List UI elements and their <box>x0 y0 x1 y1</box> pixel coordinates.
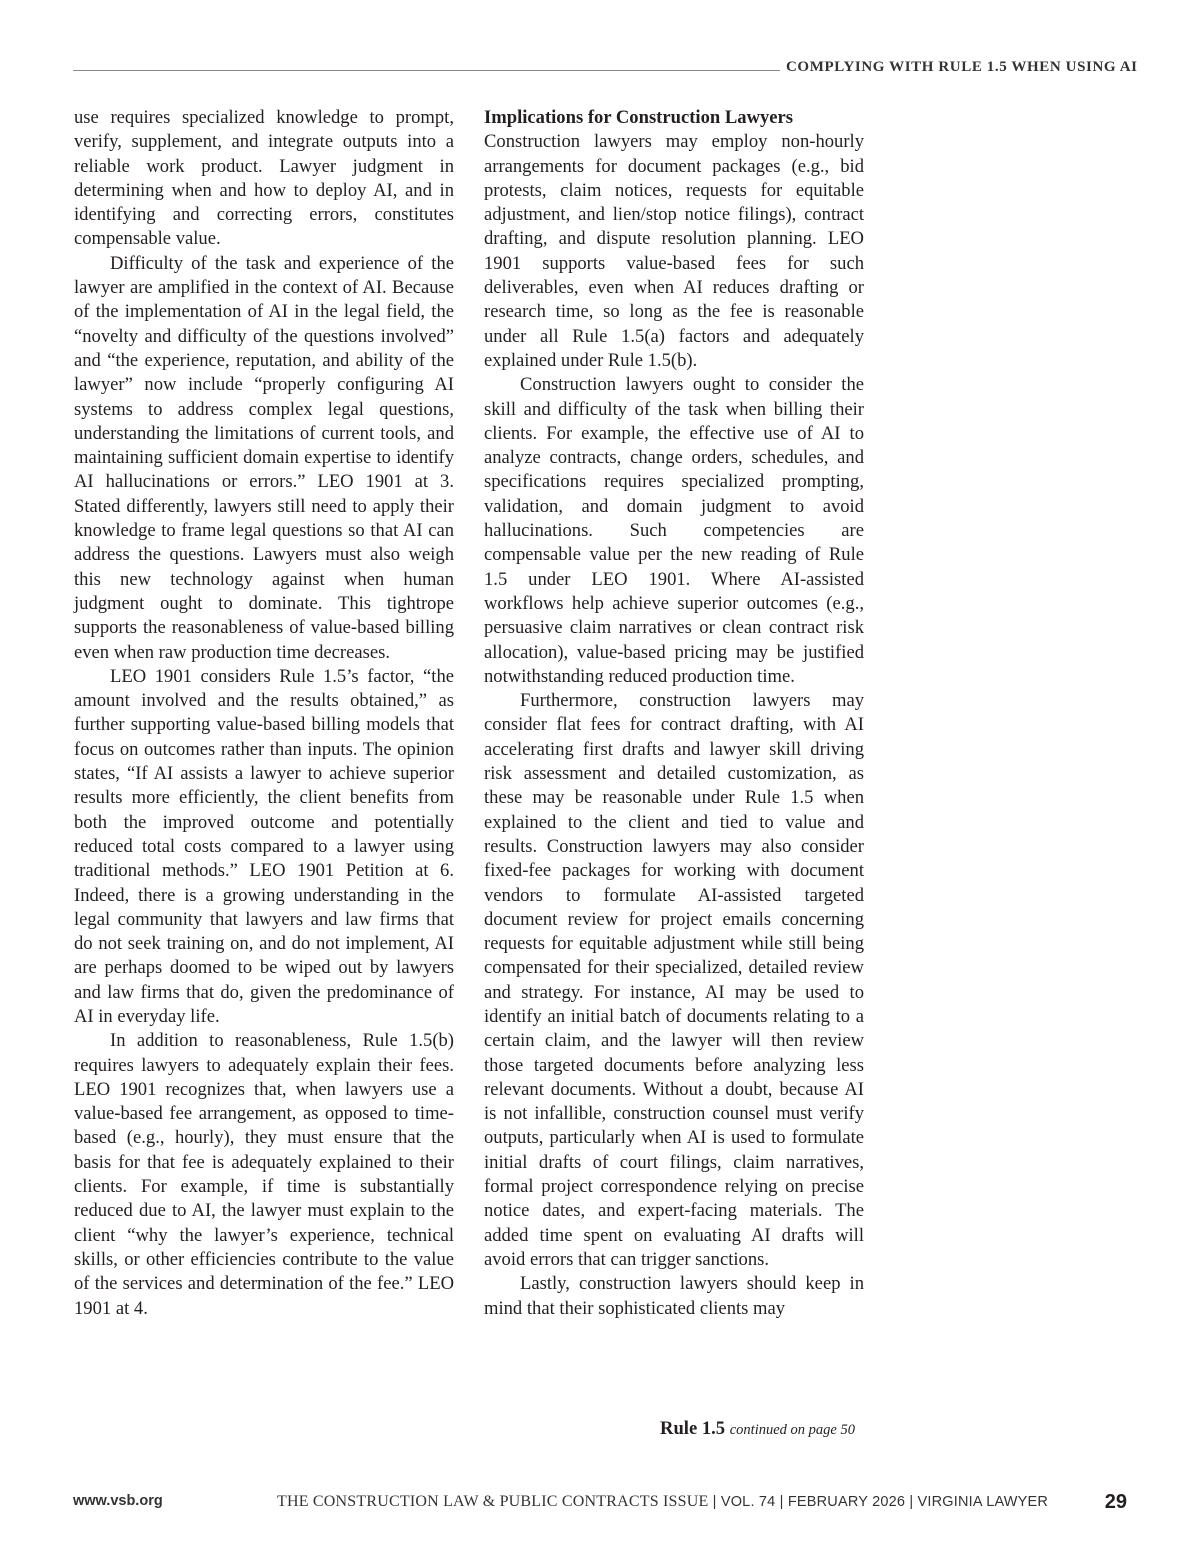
footer-date: FEBRUARY 2026 <box>787 1494 906 1510</box>
right-column <box>484 106 864 1321</box>
body-paragraph: Construction lawyers may employ non-hourly arrangements for document packages (e.g., bid protests, claim notices, requests for equitable adjustment, and lien/stop notice filings), contract drafting, and dispute resolution planning. LEO 1901 supports value-based fees for such deliverables, even when AI reduces drafting or research time, so long as the fee is reasonable under all Rule 1.5(a) factors and adequately explained under Rule 1.5(b). <box>484 131 864 371</box>
footer-volume: VOL. 74 <box>720 1494 776 1510</box>
body-paragraph: LEO 1901 considers Rule 1.5’s factor, “the amount involved and the results obtained,” as further supporting value-based billing models that focus on outcomes rather than inputs. The opinion states, “If AI assists a lawyer to achieve superior results more efficiently, the client benefits from both the improved outcome and potentially reduced total costs compared to a lawyer using traditional methods.” LEO 1901 Petition at 6. Indeed, there is a growing understanding in the legal community that lawyers and law firms that do not seek training on, and do not implement, AI are perhaps doomed to be wiped out by lawyers and law firms that do, given the predominance of AI in everyday life. <box>74 665 454 1027</box>
continued-note: continued on page 50 <box>729 1422 855 1438</box>
body-paragraph: Difficulty of the task and experience of the lawyer are amplified in the context of AI. Because of the implementation of AI in the legal field, the “novelty and difficulty of the questions involved” and “the experience, reputation, and ability of the lawyer” now include “properly configuring AI systems to address complex legal questions, understanding the limitations of current tools, and maintaining sufficient domain expertise to identify AI hallucinations or errors.” LEO 1901 at 3. Stated differently, lawyers still need to apply their knowledge to frame legal questions so that AI can address the questions. Lawyers must also weigh this new technology against when human judgment ought to dominate. This tightrope supports the reasonableness of value-based billing even when raw production time decreases. <box>74 252 454 663</box>
left-column <box>74 106 454 1321</box>
footer-publication: VIRGINIA LAWYER <box>917 1494 1049 1510</box>
footer-separator: | <box>712 1494 717 1510</box>
footer-masthead <box>277 1493 1048 1511</box>
body-paragraph: Construction lawyers ought to consider the skill and difficulty of the task when billing their clients. For example, the effective use of AI to analyze contracts, change orders, schedules, and specifications requires specialized prompting, validation, and domain judgment to avoid hallucinations. Such competencies are compensable value per the new reading of Rule 1.5 under LEO 1901. Where AI-assisted workflows help achieve superior outcomes (e.g., persuasive claim narratives or clean contract risk allocation), value-based pricing may be justified notwithstanding reduced production time. <box>484 374 864 687</box>
footer-issue: THE CONSTRUCTION LAW & PUBLIC CONTRACTS ISSUE <box>277 1493 709 1510</box>
body-paragraph: In addition to reasonableness, Rule 1.5(b) requires lawyers to adequately explain their fees. LEO 1901 recognizes that, when lawyers use a value-based fee arrangement, as opposed to time-based (e.g., hourly), they must ensure that the basis for that fee is adequately explained to their clients. For example, if time is substantially reduced due to AI, the lawyer must explain to the client “why the lawyer’s experience, technical skills, or other efficiencies contribute to the value of the services and determination of the fee.” LEO 1901 at 4. <box>74 1030 454 1319</box>
body-paragraph: Furthermore, construction lawyers may consider flat fees for contract drafting, with AI accelerating first drafts and lawyer skill driving risk assessment and detailed customization, as these may be reasonable under Rule 1.5 when explained to the client and tied to value and results. Construction lawyers may also consider fixed-fee packages for working with document vendors to formulate AI-assisted targeted document review for project emails concerning requests for equitable adjustment while still being compensated for their specialized, detailed review and strategy. For instance, AI may be used to identify an initial batch of documents relating to a certain claim, and the lawyer will then review those targeted documents before analyzing less relevant documents. Without a doubt, because AI is not infallible, construction counsel must verify outputs, particularly when AI is used to formulate initial drafts of court filings, claim narratives, formal project correspondence relying on precise notice dates, and expert-facing materials. The added time spent on evaluating AI drafts will avoid errors that can trigger sanctions. <box>484 690 864 1270</box>
body-paragraph: use requires specialized knowledge to prompt, verify, supplement, and integrate outputs into a reliable work product. Lawyer judgment in determining when and how to deploy AI, and in identifying and correcting errors, constitutes compensable value. <box>74 107 454 250</box>
header-rule <box>73 70 780 71</box>
footer-separator: | <box>779 1494 784 1510</box>
continued-ref: Rule 1.5 <box>660 1418 726 1439</box>
page-number: 29 <box>1104 1491 1127 1513</box>
running-head: COMPLYING WITH RULE 1.5 WHEN USING AI <box>786 59 1138 75</box>
body-paragraph: Lastly, construction lawyers should keep in mind that their sophisticated clients may <box>484 1273 864 1319</box>
footer-separator: | <box>909 1494 914 1510</box>
footer-url: www.vsb.org <box>73 1493 163 1509</box>
section-heading: Implications for Construction Lawyers <box>484 107 794 128</box>
continued-line <box>660 1418 855 1440</box>
